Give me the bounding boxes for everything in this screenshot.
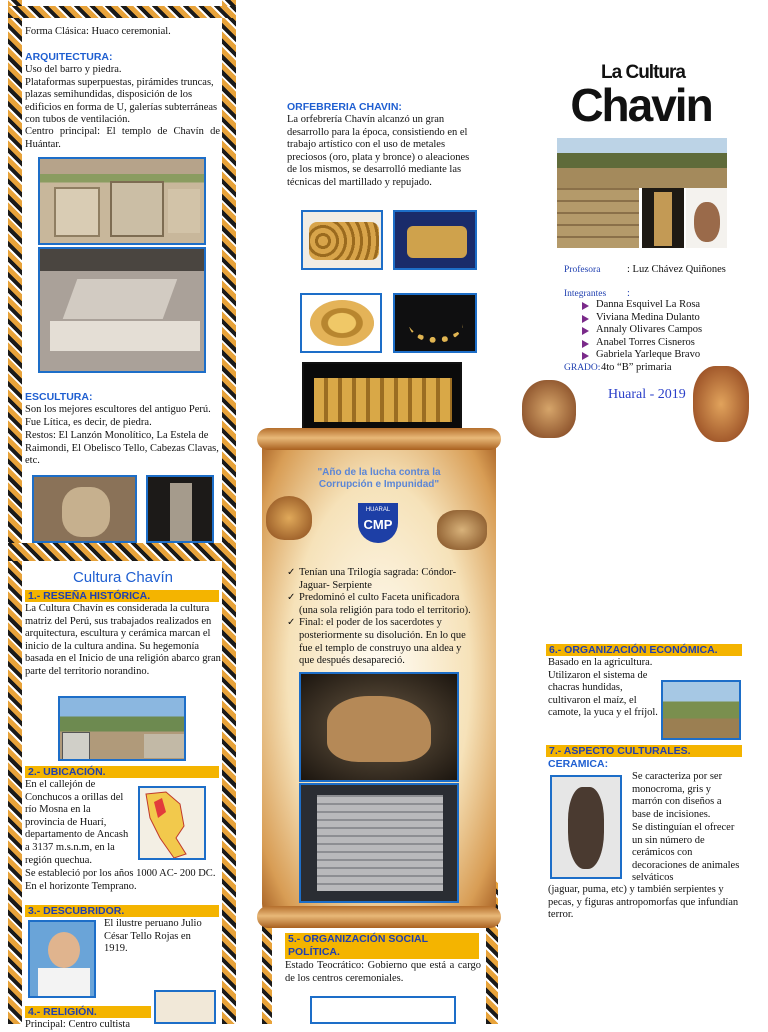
huaco-cover-left	[522, 380, 576, 438]
member-item: Annaly Olivares Campos	[579, 324, 739, 337]
member-item: Anabel Torres Cisneros	[579, 337, 739, 350]
stone-jaguar-photo	[299, 672, 459, 782]
religion-bullets	[287, 567, 479, 668]
gold-plate-photo	[302, 362, 462, 437]
grado-label: GRADO:	[564, 363, 601, 373]
decorative-border-top-left	[8, 6, 236, 18]
decorative-border-mid-left	[222, 0, 236, 1024]
cover-landscape-photo	[557, 138, 727, 188]
ceramic-vessel-photo	[550, 775, 622, 879]
escultura-text: Son los mejores escultores del antiguo Perú. Fue Lítica, es decir, de piedra.	[25, 404, 211, 428]
temple-ruins-photo	[38, 157, 206, 245]
members-list	[579, 299, 739, 362]
ubicacion-text: En el callejón de Conchucos a orillas del río Mosna en la provincia de Huarí, departamento de Ancash a 3137 m.s.n.m, en la región quechua.	[25, 779, 129, 866]
integrantes-label: Integrantes	[564, 289, 607, 299]
section-3-heading: 3.- DESCUBRIDOR.	[25, 905, 219, 917]
member-item: Viviana Medina Dulanto	[579, 312, 739, 325]
profesora-label: Profesora	[564, 265, 601, 275]
section-4-heading: 4.- RELIGIÓN.	[25, 1006, 151, 1018]
huaco-cover-right	[693, 366, 749, 442]
section-7-heading: 7.- ASPECTO CULTURALES.	[546, 745, 742, 757]
orfebreria-heading: ORFEBRERIA CHAVIN:	[287, 101, 402, 113]
arquitectura-text: Uso del barro y piedra. Plataformas superpuestas, pirámides truncas, plazas semihundidas, disposición de los edificios en forma de U, galerías subterráneas con tubos de ventilación.	[25, 64, 218, 126]
gold-feline-photo	[393, 210, 477, 270]
social-diagram-image	[310, 996, 456, 1024]
economia-text: Basado en la agricultura. Utilizaron el sistema de chacras hundidas, cultivaron el maíz, el camote, la yuca y el fríjol.	[548, 657, 658, 719]
member-item: Danna Esquivel La Rosa	[579, 299, 739, 312]
section-5-heading-text: 5.- ORGANIZACIÓN SOCIAL POLÍTICA.	[288, 933, 428, 958]
religion-image	[154, 990, 216, 1024]
huaco-left-image	[266, 496, 312, 540]
motto-text: "Año de la lucha contra la Corrupción e Impunidad"	[317, 467, 441, 490]
integrantes-colon: :	[627, 288, 630, 299]
huaco-right-image	[437, 510, 487, 550]
arquitectura-heading: ARQUITECTURA:	[25, 51, 113, 63]
school-crest-name: HUARAL	[365, 507, 391, 513]
chacras-photo	[661, 680, 741, 740]
cabeza-clava-photo	[32, 475, 137, 543]
school-crest	[358, 503, 398, 543]
bullet-item: ✓ Tenían una Trilogía sagrada: Cóndor-Jaguar- Serpiente	[287, 567, 479, 592]
scroll-top-roll	[257, 428, 501, 450]
grado-value: 4to “B” primaria	[601, 362, 672, 373]
section-6-heading: 6.- ORGANIZACIÓN ECONÓMICA.	[546, 644, 742, 656]
cultura-chavin-title: Cultura Chavín	[72, 569, 174, 586]
decorative-border-band	[8, 543, 236, 561]
gold-crown-photo	[301, 210, 383, 270]
ceramica-text-c: (jaguar, puma, etc) y también serpientes y pecas, y figuras antropomorfas que infundían terror.	[548, 884, 739, 921]
escultura-restos: Restos: El Lanzón Monolítico, La Estela de Raimondi, El Obelisco Tello, Cabezas Clavas, etc.	[25, 430, 219, 467]
social-text: Estado Teocrático: Gobierno que está a cargo de los centros ceremoniales.	[285, 960, 481, 984]
cover-vessel-photo	[686, 188, 727, 248]
gold-necklace-photo	[393, 293, 477, 353]
gold-disc-photo	[300, 293, 382, 353]
cover-lanzon-photo	[642, 188, 684, 248]
chavin-landscape-photo	[58, 696, 186, 761]
scroll-bottom-roll	[257, 906, 501, 928]
forma-clasica-text: Forma Clásica: Huaco ceremonial.	[25, 26, 171, 37]
ceramica-heading: CERAMICA:	[548, 758, 609, 770]
escultura-heading: ESCULTURA:	[25, 391, 93, 403]
stone-stele-photo	[299, 783, 459, 903]
religion-text: Principal: Centro cultista	[25, 1019, 130, 1030]
resena-text: La Cultura Chavín es considerada la cultura matriz del Perú, sus trabajados realizados en arquitectura, escultura y cerámica marcan el inicio de la cultura andina. Su hegemonía basada en el Inicio de una religión abarco gran parte del territorio norandino.	[25, 603, 221, 677]
section-2-heading: 2.- UBICACIÓN.	[25, 766, 219, 778]
bullet-item: ✓ Predominó el culto Faceta unificadora (una sola religión para todo el territorio).	[287, 592, 479, 617]
arquitectura-centro: Centro principal: El templo de Chavín de Huántar.	[25, 126, 220, 150]
julio-tello-portrait	[28, 920, 96, 998]
temple-model-photo	[38, 247, 206, 373]
cover-title-big: Chavin	[570, 79, 712, 131]
orfebreria-text: La orfebrería Chavín alcanzó un gran desarrollo para la época, consistiendo en el trabajo artístico con el uso de metales preciosos (oro, plata y bronce) o aleaciones de los mismos, se desarrolló mediante las técnicas del martillado y repujado.	[287, 114, 470, 188]
peru-map	[138, 786, 206, 860]
school-crest-logo: CMP	[363, 517, 393, 532]
bullet-item: ✓ Final: el poder de los sacerdotes y posteriormente su disolución. En lo que fue el templo de construyo una aldea y que después desapareció.	[287, 617, 479, 667]
place-year: Huaral - 2019	[608, 387, 686, 402]
section-1-heading: 1.- RESEÑA HISTÓRICA.	[25, 590, 219, 602]
profesora-name: : Luz Chávez Quiñones	[627, 264, 726, 275]
ceramica-text-b: Se distinguían el ofrecer un sin número de cerámicos con decoraciones de animales selváticos	[632, 822, 740, 884]
member-item: Gabriela Yarleque Bravo	[579, 349, 739, 362]
decorative-border-inner	[262, 920, 272, 1024]
ceramica-text-a: Se caracteriza por ser monocroma, gris y marrón con diseños a base de incisiones.	[632, 771, 723, 820]
ubicacion-dates: Se estableció por los años 1000 AC- 200 DC. En el horizonte Temprano.	[25, 868, 216, 892]
cover-wall-photo	[557, 188, 639, 248]
descubridor-text: El ilustre peruano Julio César Tello Rojas en 1919.	[104, 918, 202, 955]
cover-title-small: La Cultura	[601, 62, 685, 83]
section-5-heading	[285, 933, 479, 959]
obelisco-photo	[146, 475, 214, 543]
decorative-border-left	[8, 0, 22, 1024]
